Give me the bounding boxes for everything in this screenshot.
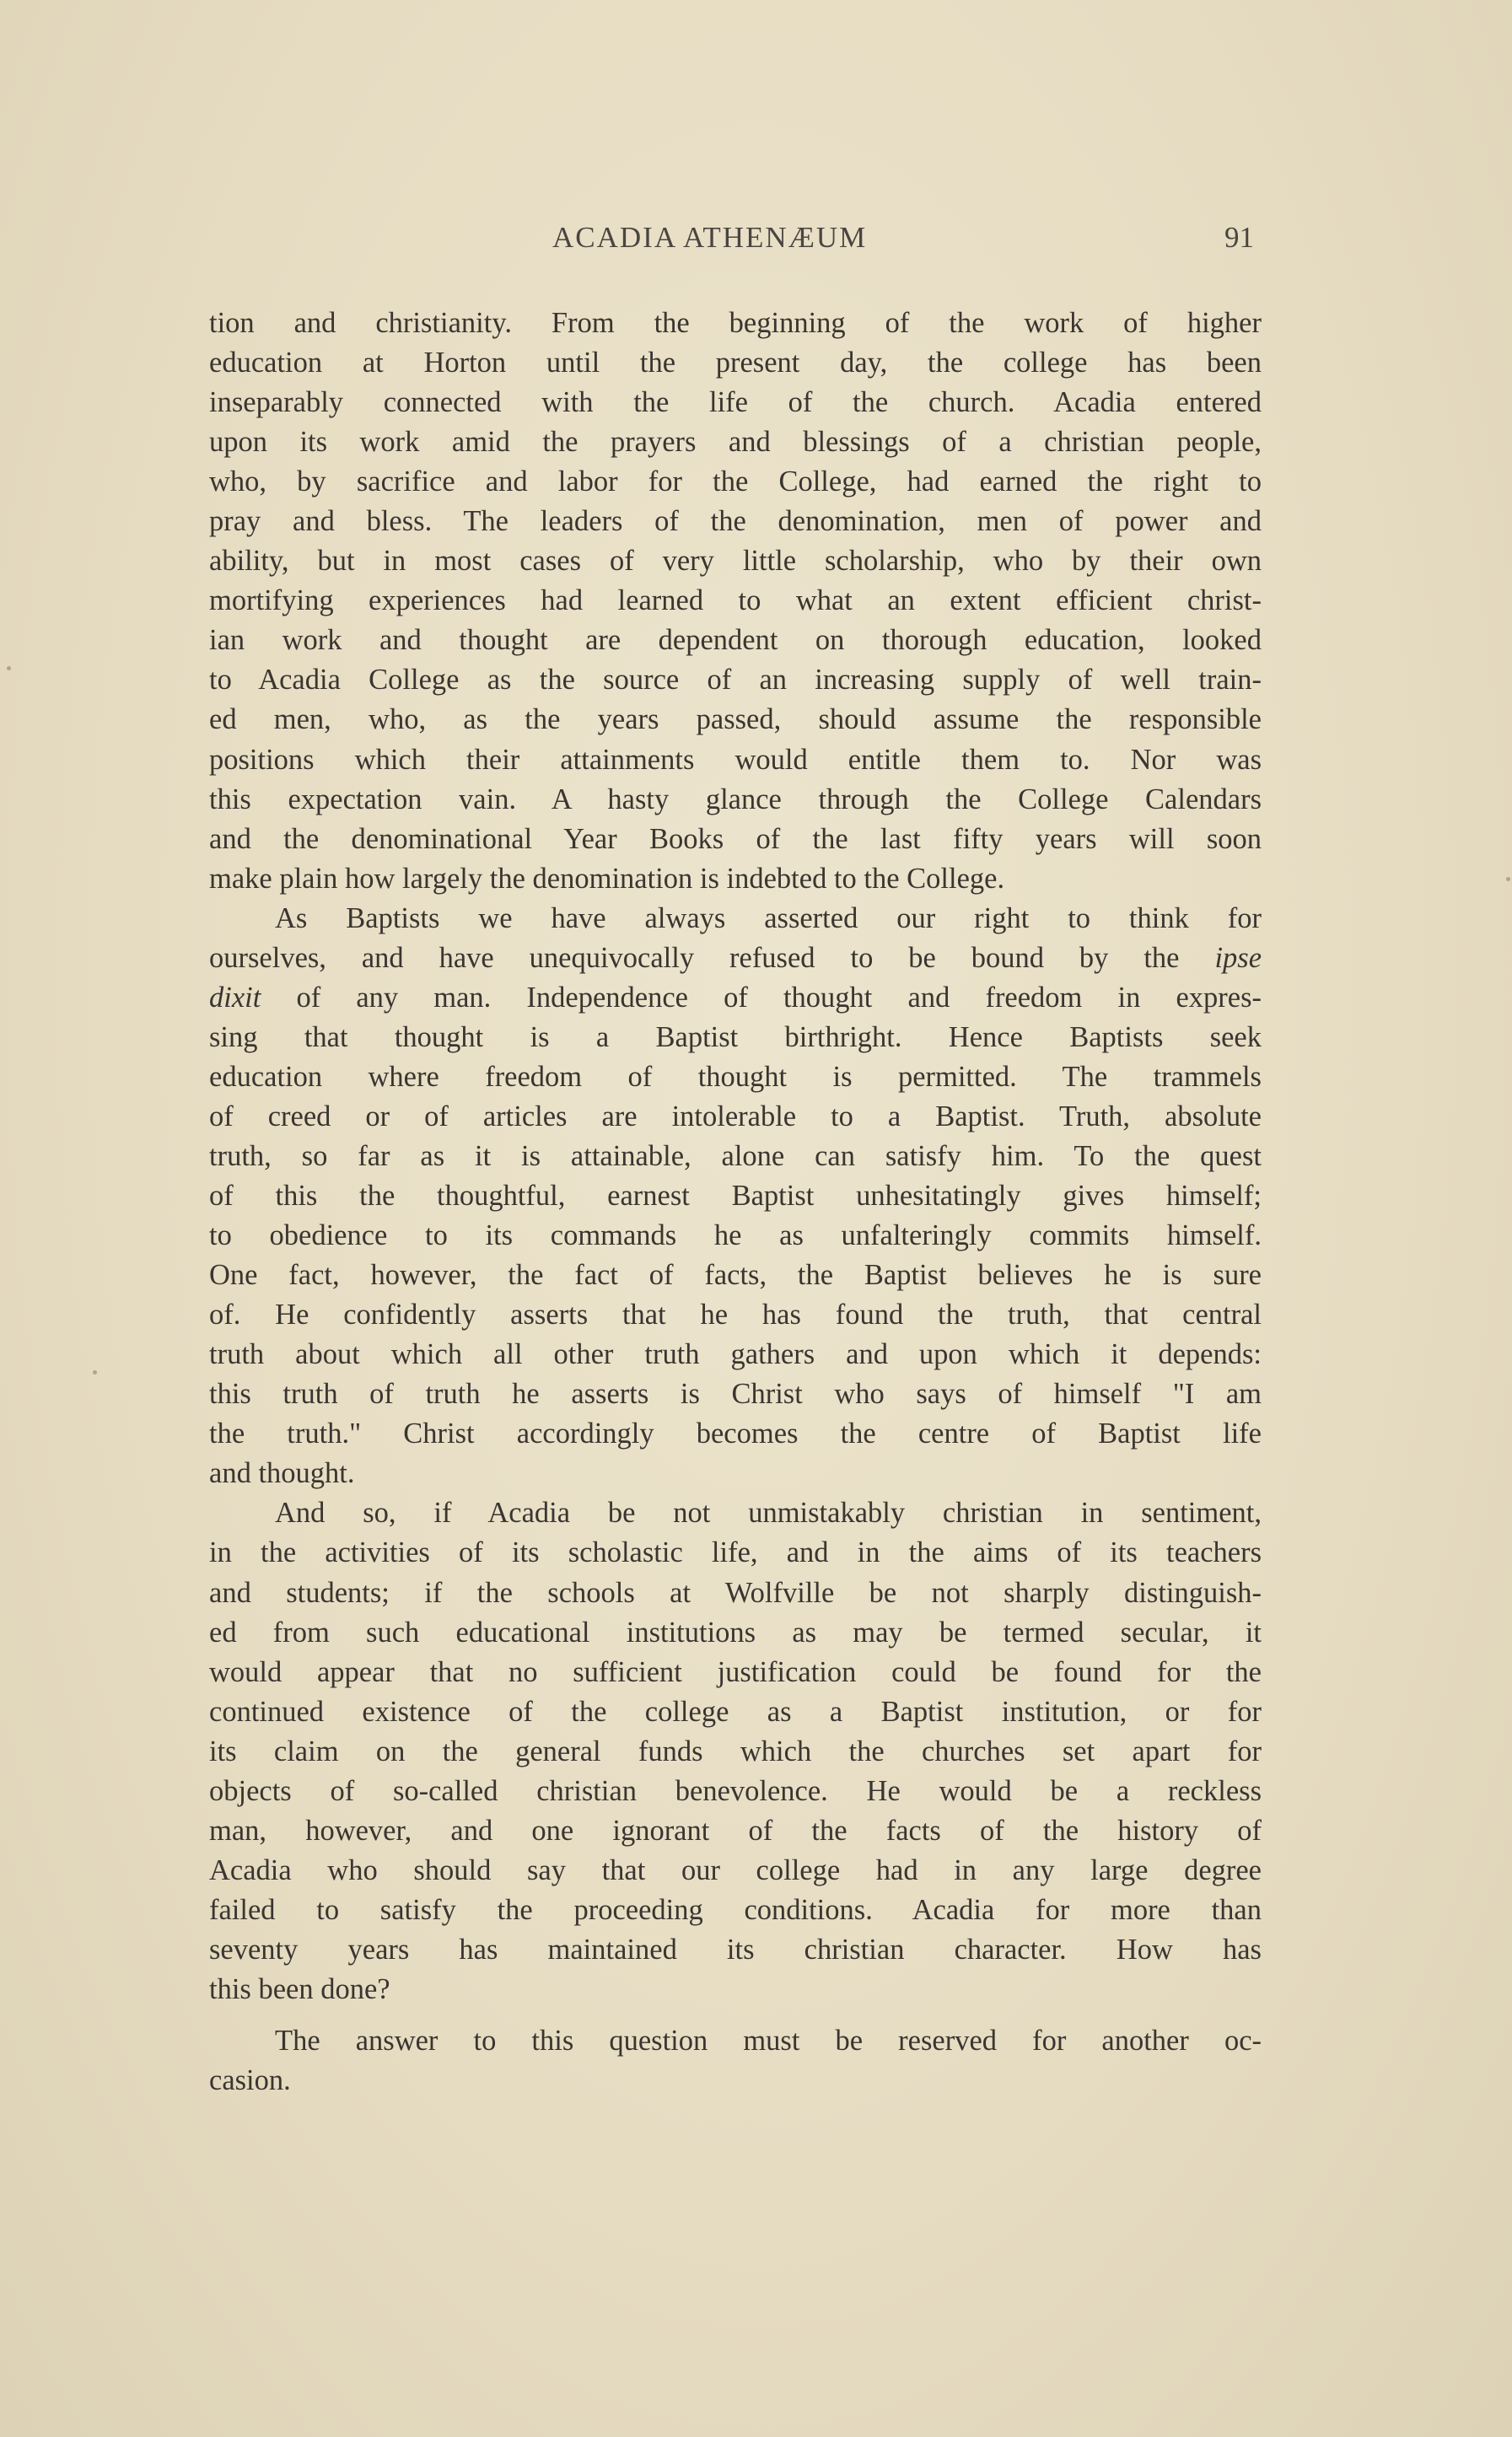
text-line: pray and bless. The leaders of the denomination, men of power and [209, 505, 1262, 538]
text-line: As Baptists we have always asserted our right to think for [275, 901, 1262, 934]
text-line: education where freedom of thought is permitted. The trammels [209, 1060, 1262, 1093]
text-line: this been done? [209, 1972, 390, 2005]
text-line: and the denominational Year Books of the last fifty years will soon [209, 822, 1262, 855]
text-line: ability, but in most cases of very little scholarship, who by their own [209, 545, 1262, 578]
text-line: man, however, and one ignorant of the facts of the history of [209, 1814, 1262, 1847]
text-line: this expectation vain. A hasty glance through the College Calendars [209, 783, 1262, 815]
paragraph-gap [209, 2009, 1262, 2021]
text-line: truth about which all other truth gathers and upon which it depends: [209, 1338, 1262, 1371]
latin-phrase: dixit [209, 981, 261, 1014]
text-line: objects of so-called christian benevolence. He would be a reckless [209, 1774, 1262, 1807]
text-line: ian work and thought are dependent on thorough education, looked [209, 624, 1262, 657]
text-line: ed from such educational institutions as may be termed secular, it [209, 1616, 1262, 1649]
text-line: One fact, however, the fact of facts, the Baptist believes he is sure [209, 1259, 1262, 1292]
text-line: in the activities of its scholastic life, and in the aims of its teachers [209, 1536, 1262, 1569]
text-line: positions which their attainments would entitle them to. Nor was [209, 743, 1262, 776]
text-line: seventy years has maintained its christian character. How has [209, 1933, 1262, 1966]
text-line: education at Horton until the present day, the college has been [209, 347, 1262, 379]
running-title: ACADIA ATHENÆUM [552, 221, 868, 254]
text-line: sing that thought is a Baptist birthright. Hence Baptists seek [209, 1020, 1262, 1053]
text-line: the truth." Christ accordingly becomes the centre of Baptist life [209, 1418, 1262, 1450]
text-line: upon its work amid the prayers and blessings of a christian people, [209, 426, 1262, 459]
text-line: And so, if Acadia be not unmistakably christian in sentiment, [275, 1497, 1262, 1530]
text-line: of. He confidently asserts that he has found the truth, that central [209, 1299, 1262, 1331]
text-line: truth, so far as it is attainable, alone can satisfy him. To the quest [209, 1139, 1262, 1172]
text-span: of any man. Independence of thought and freedom in expres- [296, 981, 1262, 1014]
text-line: this truth of truth he asserts is Christ who says of himself "I am [209, 1378, 1262, 1411]
text-line: and thought. [209, 1457, 355, 1490]
text-line: Acadia who should say that our college had in any large degree [209, 1853, 1262, 1886]
text-line: would appear that no sufficient justification could be found for the [209, 1655, 1262, 1688]
paper-speck [1506, 877, 1510, 881]
text-line: of creed or of articles are intolerable to a Baptist. Truth, absolute [209, 1100, 1262, 1132]
text-span: ourselves, and have unequivocally refused to be bound by the [209, 941, 1180, 974]
latin-phrase: ipse [1214, 941, 1262, 974]
text-line: failed to satisfy the proceeding conditions. Acadia for more than [209, 1893, 1262, 1926]
text-line: continued existence of the college as a Baptist institution, or for [209, 1695, 1262, 1728]
text-line: who, by sacrifice and labor for the College, had earned the right to [209, 465, 1262, 498]
text-line: ed men, who, as the years passed, should assume the responsible [209, 703, 1262, 736]
text-line: make plain how largely the denomination is indebted to the College. [209, 862, 1005, 895]
article-body [209, 304, 1262, 2101]
page-number: 91 [1224, 221, 1254, 254]
paper-speck [7, 666, 11, 670]
text-line: to obedience to its commands he as unfalteringly commits himself. [209, 1219, 1262, 1252]
text-line: The answer to this question must be reserved for another oc- [275, 2025, 1262, 2058]
text-line: of this the thoughtful, earnest Baptist unhesitatingly gives himself; [209, 1180, 1262, 1213]
text-line: tion and christianity. From the beginning of the work of higher [209, 307, 1262, 339]
text-line: to Acadia College as the source of an increasing supply of well train- [209, 664, 1262, 697]
paper-speck [93, 1370, 97, 1375]
text-line: and students; if the schools at Wolfville be not sharply distinguish- [209, 1576, 1262, 1609]
text-line [209, 939, 1262, 978]
text-line: mortifying experiences had learned to what an extent efficient christ- [209, 584, 1262, 617]
text-line: casion. [209, 2064, 291, 2097]
text-line: its claim on the general funds which the churches set apart for [209, 1735, 1262, 1767]
running-head [0, 221, 1512, 263]
text-line: inseparably connected with the life of the church. Acadia entered [209, 386, 1262, 419]
text-line [209, 978, 1262, 1018]
